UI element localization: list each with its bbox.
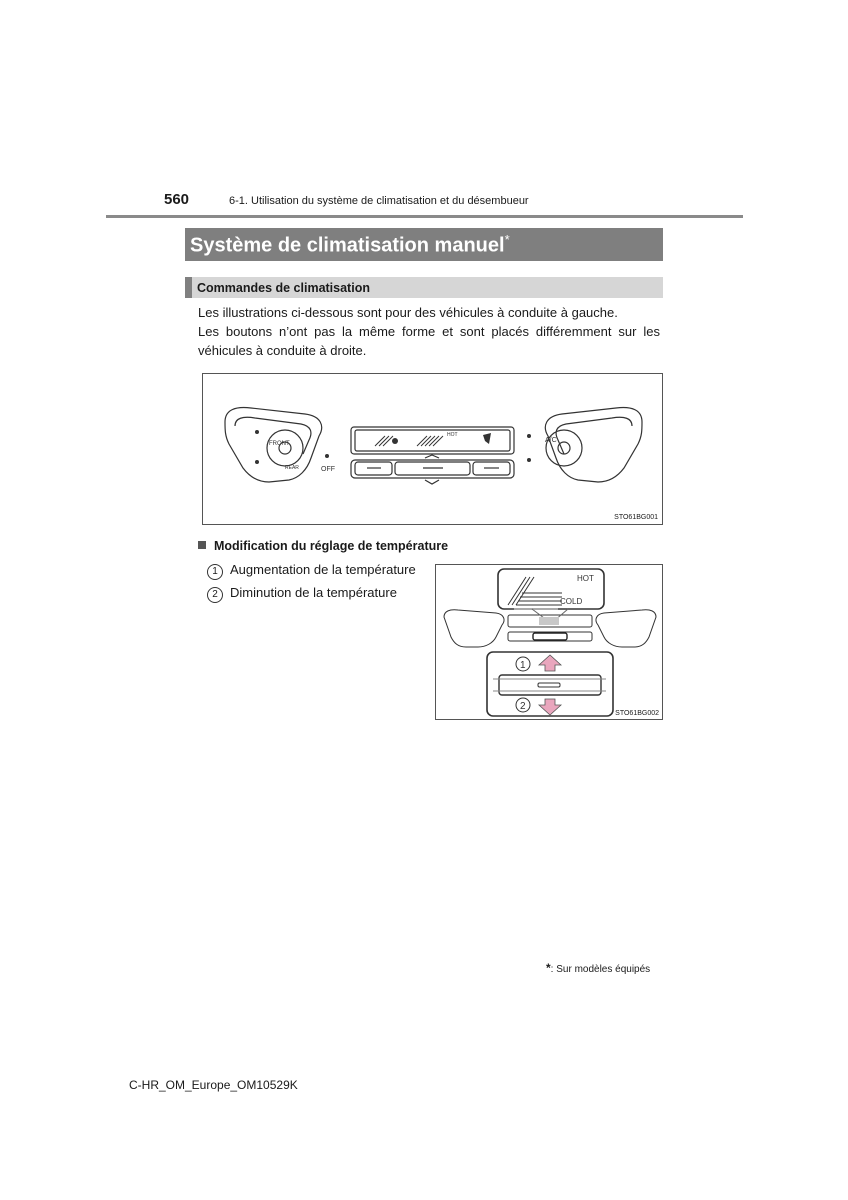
zoom-rocker-mark [538,683,560,687]
front-label: FRONT [269,441,290,447]
left-vent [444,610,504,647]
temp-down-arrow [425,480,439,484]
zoom-rocker [499,675,601,695]
header-rule [106,215,743,218]
callout-number-1: 1 [520,660,526,671]
document-id: C-HR_OM_Europe_OM10529K [129,1078,298,1092]
right-dial-ring [546,430,582,466]
left-dial-ring [267,430,303,466]
right-wing-inner [556,417,632,454]
footnote [546,961,650,975]
mini-display-highlight [539,617,559,625]
increase-arrow [539,655,561,671]
page-number: 560 [164,191,190,208]
right-indicator-1 [527,434,531,438]
fan-glyph [392,438,398,444]
right-indicator-2 [527,458,531,462]
page-title-text: Système de climatisation manuel [190,234,505,257]
left-wing-inner [235,417,311,454]
title-asterisk: * [504,232,510,247]
section-label: 6-1. Utilisation du système de climatisation et du désembueur [229,195,529,207]
page-title [190,232,510,258]
control-panel-drawing [203,374,664,526]
temperature-heading [198,539,448,553]
figure2-code: STO61BG002 [615,710,659,717]
intro-line-1: Les illustrations ci-dessous sont pour des véhicules à conduite à gauche. [198,305,618,320]
decrease-arrow [539,699,561,715]
callout-hot-label: HOT [577,574,594,583]
title-bar [185,228,663,261]
footnote-asterisk: * [546,961,551,975]
control-panel-figure [202,373,663,525]
temperature-heading-text: Modification du réglage de température [214,539,449,553]
left-indicator-1 [255,430,259,434]
temperature-figure [435,564,663,720]
temperature-item-label: Augmentation de la température [230,562,416,577]
temperature-item-1 [207,562,416,580]
rear-label: REAR [285,465,299,471]
left-indicator-2 [255,460,259,464]
display-hot-label: HOT [447,432,458,438]
subsection-accent [185,277,192,298]
callout-number-2: 2 [520,701,526,712]
subsection-title: Commandes de climatisation [197,281,370,295]
bullet-square [198,541,206,549]
ac-label: A/C [545,437,557,444]
mini-rocker [533,633,567,640]
temp-up-arrow [425,455,439,458]
circled-number: 2 [207,587,223,603]
off-label: OFF [321,466,335,473]
temperature-drawing [436,565,664,721]
right-vent [596,610,656,647]
figure1-code: STO61BG001 [614,514,658,521]
callout-cold-label: COLD [560,597,583,606]
subsection-bar [185,277,663,298]
footnote-text: : Sur modèles équipés [550,964,651,975]
temperature-item-label: Diminution de la température [230,585,397,600]
right-dial-center [558,442,570,454]
circled-number: 1 [207,564,223,580]
intro-line-2: Les boutons n’ont pas la même forme et sont placés différemment sur les véhicules à conduite à droite. [198,324,660,358]
temperature-item-2 [207,585,397,603]
off-fan-glyph [325,454,329,458]
airflow-glyph [483,433,491,444]
